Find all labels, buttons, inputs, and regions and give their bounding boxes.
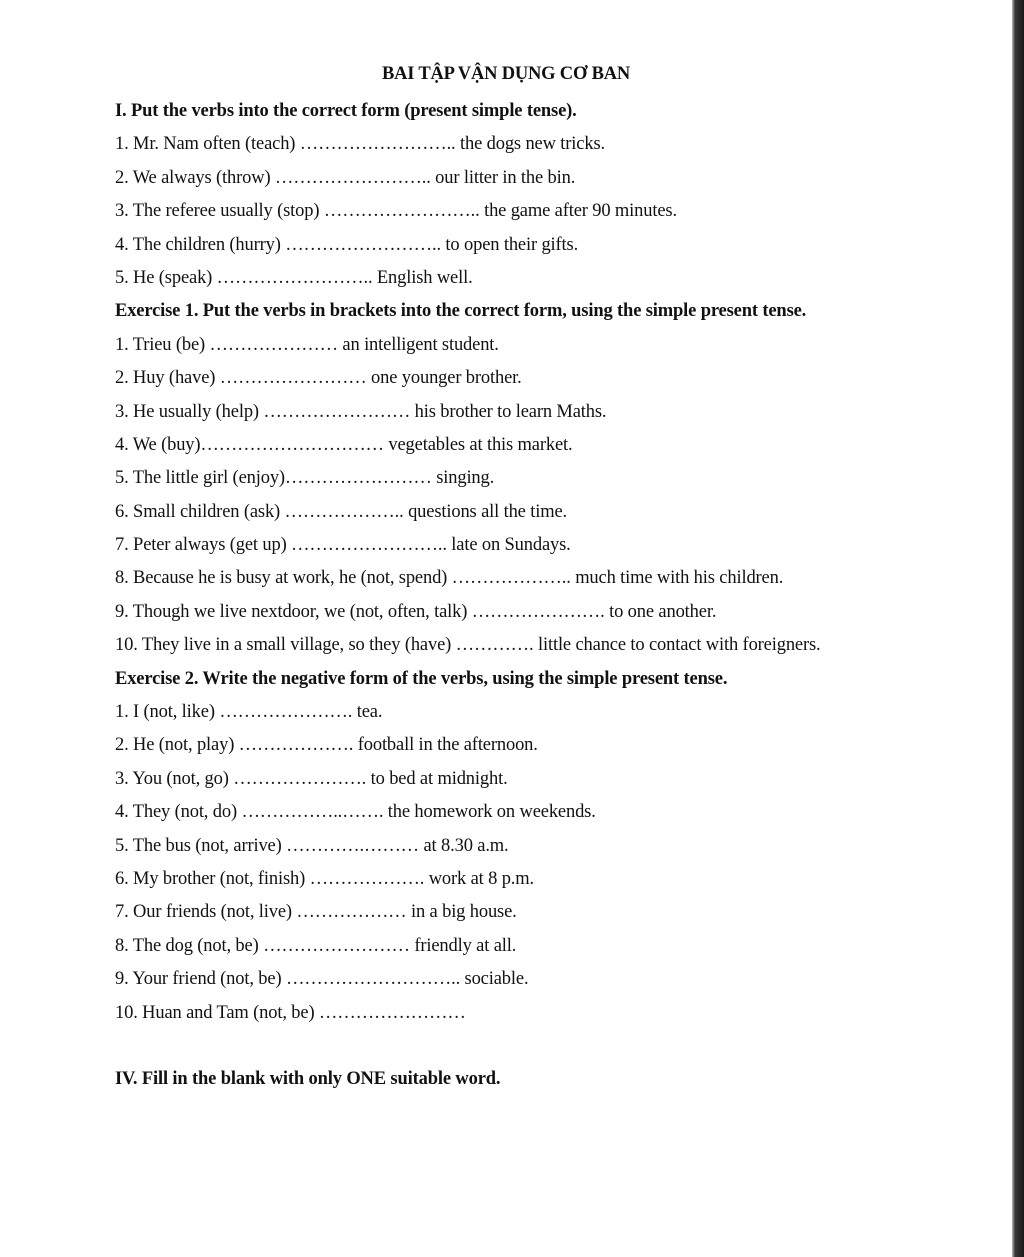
exercise-1-heading: Exercise 1. Put the verbs in brackets into the correct form, using the simple present tense. — [115, 301, 807, 322]
section-1-item: 2. We always (throw) …………………….. our litter in the bin. — [115, 167, 576, 188]
exercise-1-item: 10. They live in a small village, so they (have) …………. little chance to contact with foreigners. — [115, 635, 821, 656]
exercise-2-heading: Exercise 2. Write the negative form of the verbs, using the simple present tense. — [115, 668, 728, 689]
exercise-2-item: 5. The bus (not, arrive) ………….……… at 8.30 a.m. — [115, 835, 509, 856]
exercise-2-item: 6. My brother (not, finish) ………………. work at 8 p.m. — [115, 868, 534, 889]
section-1-item: 1. Mr. Nam often (teach) …………………….. the dogs new tricks. — [115, 134, 605, 155]
exercise-1-item: 5. The little girl (enjoy)…………………… singing. — [115, 468, 495, 489]
section-4-heading: IV. Fill in the blank with only ONE suitable word. — [115, 1069, 501, 1090]
exercise-2-item: 8. The dog (not, be) …………………… friendly at all. — [115, 935, 517, 956]
exercise-1-item: 7. Peter always (get up) …………………….. late on Sundays. — [115, 535, 571, 556]
exercise-2-item: 7. Our friends (not, live) ……………… in a big house. — [115, 902, 517, 923]
exercise-1-item: 9. Though we live nextdoor, we (not, often, talk) …………………. to one another. — [115, 601, 717, 622]
exercise-1-item: 6. Small children (ask) ……………….. questions all the time. — [115, 501, 567, 522]
exercise-1-item: 3. He usually (help) …………………… his brother to learn Maths. — [115, 401, 607, 422]
section-1-item: 4. The children (hurry) …………………….. to open their gifts. — [115, 234, 579, 255]
section-1-item: 5. He (speak) …………………….. English well. — [115, 267, 473, 288]
section-spacer — [115, 1033, 975, 1066]
page-edge-shadow — [1012, 0, 1024, 1257]
exercise-2-item: 4. They (not, do) ……………..……. the homework on weekends. — [115, 802, 596, 823]
exercise-content — [115, 98, 975, 1100]
exercise-1-item: 2. Huy (have) …………………… one younger brother. — [115, 368, 522, 389]
exercise-2-item: 10. Huan and Tam (not, be) …………………… — [115, 1002, 466, 1023]
section-1-heading: I. Put the verbs into the correct form (present simple tense). — [115, 101, 577, 121]
exercise-1-item: 4. We (buy)………………………… vegetables at this market. — [115, 434, 573, 455]
page-title: BAI TẬP VẬN DỤNG CƠ BAN — [381, 64, 631, 84]
exercise-2-item: 9. Your friend (not, be) ……………………….. sociable. — [115, 969, 529, 990]
exercise-2-item: 1. I (not, like) …………………. tea. — [115, 702, 383, 723]
exercise-1-item: 8. Because he is busy at work, he (not, spend) ……………….. much time with his children. — [115, 568, 784, 589]
exercise-2-item: 3. You (not, go) …………………. to bed at midnight. — [115, 768, 508, 789]
exercise-2-item: 2. He (not, play) ………………. football in the afternoon. — [115, 735, 538, 756]
section-1-item: 3. The referee usually (stop) …………………….. the game after 90 minutes. — [115, 201, 677, 222]
exercise-1-item: 1. Trieu (be) ………………… an intelligent student. — [115, 334, 499, 355]
